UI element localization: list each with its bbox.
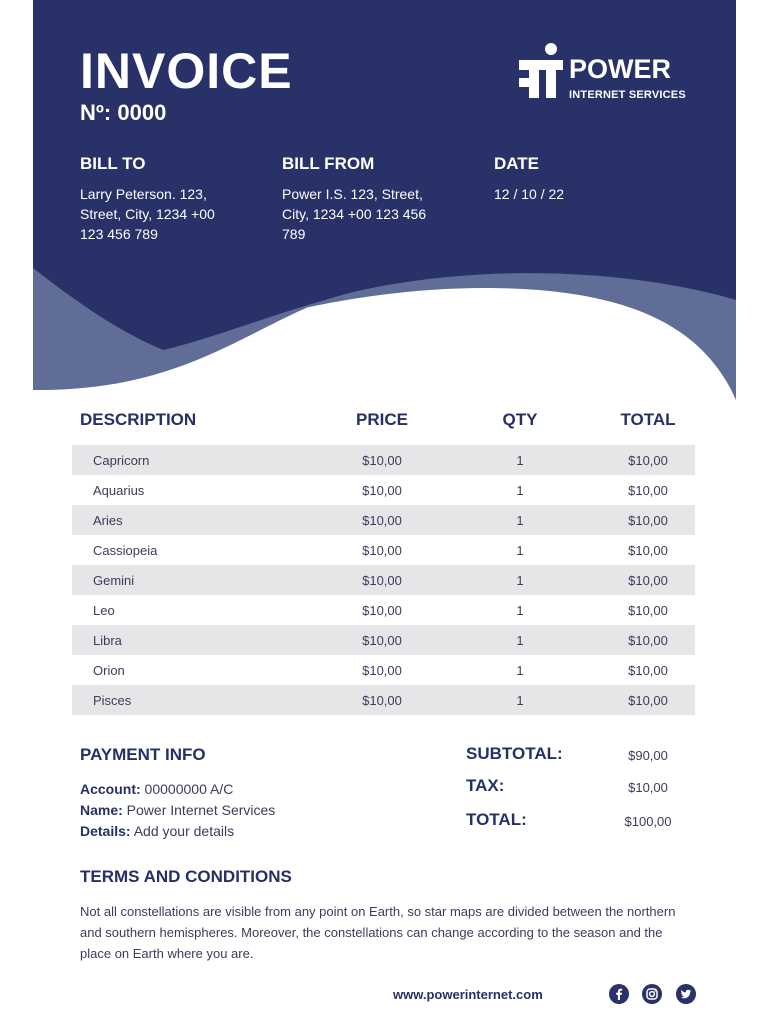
invoice-number: Nº: 0000 <box>80 100 167 125</box>
cell-qty: 1 <box>516 693 524 708</box>
cell-qty: 1 <box>516 513 524 528</box>
header-total: TOTAL <box>620 410 676 429</box>
cell-price: $10,00 <box>362 573 402 588</box>
cell-price: $10,00 <box>362 633 402 648</box>
table-row <box>72 565 695 595</box>
logo-tagline: INTERNET SERVICES <box>569 89 686 101</box>
cell-description: Pisces <box>93 693 132 708</box>
cell-total: $10,00 <box>628 693 668 708</box>
name-value: Power Internet Services <box>122 802 276 818</box>
cell-total: $10,00 <box>628 573 668 588</box>
total-label: TOTAL: <box>466 810 527 829</box>
cell-qty: 1 <box>516 663 524 678</box>
cell-price: $10,00 <box>362 483 402 498</box>
cell-description: Aries <box>93 513 123 528</box>
instagram-icon[interactable] <box>642 984 662 1004</box>
cell-qty: 1 <box>516 543 524 558</box>
cell-qty: 1 <box>516 453 524 468</box>
cell-qty: 1 <box>516 573 524 588</box>
details-label: Details: <box>80 823 131 839</box>
bill-to-label: BILL TO <box>80 154 146 173</box>
payment-info-title: PAYMENT INFO <box>80 745 206 764</box>
cell-price: $10,00 <box>362 603 402 618</box>
header-qty: QTY <box>502 410 538 429</box>
table-row <box>72 445 695 475</box>
invoice-title: INVOICE <box>80 43 293 99</box>
cell-description: Orion <box>93 663 125 678</box>
table-row <box>72 595 695 625</box>
table-row <box>72 535 695 565</box>
bill-from-label: BILL FROM <box>282 154 375 173</box>
cell-price: $10,00 <box>362 453 402 468</box>
name-label: Name: <box>80 802 123 818</box>
cell-total: $10,00 <box>628 483 668 498</box>
cell-total: $10,00 <box>628 513 668 528</box>
bill-to-block <box>80 154 240 244</box>
date-block <box>494 154 644 204</box>
cell-price: $10,00 <box>362 543 402 558</box>
cell-price: $10,00 <box>362 663 402 678</box>
cell-qty: 1 <box>516 603 524 618</box>
items-table-body <box>72 445 695 715</box>
cell-total: $10,00 <box>628 543 668 558</box>
terms-text: Not all constellations are visible from any point on Earth, so star maps are divided between the northern and southern hemispheres. Moreover, the constellations can change according to the season and the place on Earth where you are. <box>80 904 676 961</box>
table-row <box>72 475 695 505</box>
cell-qty: 1 <box>516 633 524 648</box>
table-row <box>72 685 695 715</box>
account-label: Account: <box>80 781 141 797</box>
cell-price: $10,00 <box>362 693 402 708</box>
cell-description: Leo <box>93 603 115 618</box>
account-value: 00000000 A/C <box>140 781 234 797</box>
terms-title: TERMS AND CONDITIONS <box>80 867 292 886</box>
table-row <box>72 655 695 685</box>
payment-details-line <box>80 821 275 842</box>
twitter-icon[interactable] <box>676 984 696 1004</box>
subtotal-label: SUBTOTAL: <box>466 744 563 763</box>
subtotal-value: $90,00 <box>628 748 668 763</box>
tax-label: TAX: <box>466 776 505 795</box>
cell-total: $10,00 <box>628 603 668 618</box>
bill-from-block <box>282 154 452 244</box>
table-row <box>72 625 695 655</box>
bill-from-text: Power I.S. 123, Street, City, 1234 +00 123 456 789 <box>282 186 427 242</box>
cell-description: Capricorn <box>93 453 150 468</box>
items-table-header <box>72 410 695 434</box>
header-description: DESCRIPTION <box>80 410 197 429</box>
details-value: Add your details <box>130 823 235 839</box>
cell-description: Gemini <box>93 573 135 588</box>
invoice-header <box>33 0 736 400</box>
cell-description: Libra <box>93 633 122 648</box>
cell-description: Cassiopeia <box>93 543 158 558</box>
payment-account-line <box>80 779 275 800</box>
date-label: DATE <box>494 154 540 173</box>
cell-description: Aquarius <box>93 483 145 498</box>
cell-total: $10,00 <box>628 633 668 648</box>
cell-total: $10,00 <box>628 663 668 678</box>
website-link[interactable]: www.powerinternet.com <box>393 987 543 1002</box>
logo-wordmark: POWER <box>569 54 672 84</box>
date-value: 12 / 10 / 22 <box>494 186 565 202</box>
total-value: $100,00 <box>624 814 672 829</box>
facebook-icon[interactable] <box>609 984 629 1004</box>
header-price: PRICE <box>356 410 408 429</box>
payment-info-lines <box>80 779 275 842</box>
payment-name-line <box>80 800 275 821</box>
table-row <box>72 505 695 535</box>
invoice-page <box>33 0 736 1024</box>
cell-price: $10,00 <box>362 513 402 528</box>
cell-qty: 1 <box>516 483 524 498</box>
bill-to-text: Larry Peterson. 123, Street, City, 1234 +00 123 456 789 <box>80 186 215 242</box>
tax-value: $10,00 <box>628 780 668 795</box>
cell-total: $10,00 <box>628 453 668 468</box>
